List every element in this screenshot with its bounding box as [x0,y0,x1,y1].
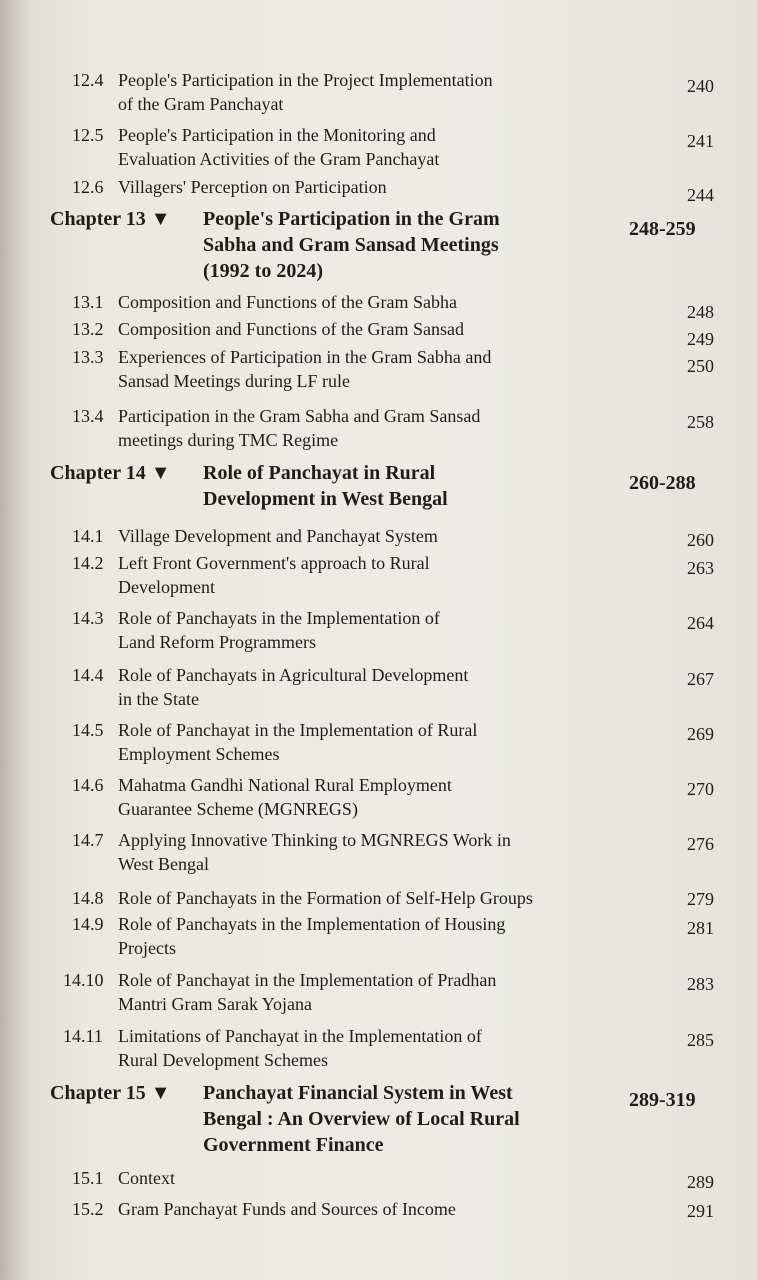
section-number: 13.4 [72,406,104,426]
section-title-line: Gram Panchayat Funds and Sources of Income [118,1199,456,1219]
page-number: 285 [687,1030,714,1050]
section-number: 14.9 [72,914,104,934]
section-title-line: of the Gram Panchayat [118,94,284,114]
chapter-title-line: Development in West Bengal [203,488,448,510]
chapter-label: Chapter 13 ▼ [50,208,171,230]
section-title-line: Villagers' Perception on Participation [118,177,387,197]
page-gutter-shadow [0,0,30,1280]
section-number: 12.4 [72,70,104,90]
section-title-line: People's Participation in the Project Implementation [118,70,493,90]
section-title-line: Composition and Functions of the Gram Sabha [118,292,457,312]
page-number: 283 [687,974,714,994]
section-title-line: Sansad Meetings during LF rule [118,371,350,391]
section-title-line: Experiences of Participation in the Gram Sabha and [118,347,492,367]
section-title-line: Applying Innovative Thinking to MGNREGS Work in [118,830,511,850]
page-number: 249 [687,329,714,349]
page-number: 269 [687,724,714,744]
section-title-line: People's Participation in the Monitoring and [118,125,436,145]
page-number: 267 [687,669,714,689]
section-title-line: Land Reform Programmers [118,632,316,652]
chapter-label: Chapter 15 ▼ [50,1082,171,1104]
section-number: 13.3 [72,347,104,367]
page-number: 279 [687,889,714,909]
section-title-line: Mantri Gram Sarak Yojana [118,994,312,1014]
section-title-line: Village Development and Panchayat System [118,526,438,546]
page-number: 291 [687,1201,714,1221]
section-number: 14.7 [72,830,104,850]
section-title-line: Role of Panchayats in the Implementation of Housing [118,914,506,934]
section-title-line: Role of Panchayat in the Implementation of Rural [118,720,478,740]
section-title-line: Context [118,1168,175,1188]
section-title-line: Composition and Functions of the Gram Sansad [118,319,464,339]
page-number: 264 [687,613,714,633]
chapter-page-range: 248-259 [629,218,696,240]
page-number: 244 [687,185,714,205]
chapter-title-line: Role of Panchayat in Rural [203,462,436,484]
chapter-title-line: Government Finance [203,1134,384,1156]
chapter-page-range: 260-288 [629,472,696,494]
section-title-line: West Bengal [118,854,210,874]
section-title-line: Mahatma Gandhi National Rural Employment [118,775,452,795]
section-number: 12.6 [72,177,104,197]
page-number: 270 [687,779,714,799]
chapter-title-line: People's Participation in the Gram [203,208,500,230]
section-number: 15.1 [72,1168,104,1188]
section-number: 14.6 [72,775,104,795]
section-title-line: meetings during TMC Regime [118,430,339,450]
page-number: 250 [687,356,714,376]
page-number: 289 [687,1172,714,1192]
section-number: 13.1 [72,292,104,312]
chapter-page-range: 289-319 [629,1089,696,1111]
section-title-line: Role of Panchayat in the Implementation of Pradhan [118,970,497,990]
section-number: 15.2 [72,1199,104,1219]
section-title-line: Evaluation Activities of the Gram Panchayat [118,149,440,169]
section-title-line: Role of Panchayats in the Formation of Self-Help Groups [118,888,533,908]
section-number: 12.5 [72,125,104,145]
chapter-title-line: Bengal : An Overview of Local Rural [203,1108,520,1130]
section-number: 14.10 [63,970,104,990]
chapter-title-line: (1992 to 2024) [203,260,323,282]
section-title-line: Development [118,577,215,597]
chapter-title-line: Panchayat Financial System in West [203,1082,513,1104]
section-number: 14.8 [72,888,104,908]
section-title-line: Left Front Government's approach to Rural [118,553,430,573]
section-number: 14.1 [72,526,104,546]
page-number: 240 [687,76,714,96]
section-title-line: Employment Schemes [118,744,280,764]
page-number: 281 [687,918,714,938]
section-number: 14.4 [72,665,104,685]
section-number: 14.3 [72,608,104,628]
page-number: 263 [687,558,714,578]
page-number: 276 [687,834,714,854]
page-number: 258 [687,412,714,432]
section-title-line: in the State [118,689,199,709]
chapter-title-line: Sabha and Gram Sansad Meetings [203,234,499,256]
section-title-line: Role of Panchayats in Agricultural Development [118,665,469,685]
page-number: 241 [687,131,714,151]
section-title-line: Guarantee Scheme (MGNREGS) [118,799,358,819]
section-title-line: Projects [118,938,176,958]
section-title-line: Limitations of Panchayat in the Implementation of [118,1026,482,1046]
page-number: 248 [687,302,714,322]
section-number: 14.11 [63,1026,103,1046]
page-number: 260 [687,530,714,550]
section-title-line: Rural Development Schemes [118,1050,328,1070]
section-title-line: Role of Panchayats in the Implementation of [118,608,440,628]
section-number: 14.5 [72,720,104,740]
section-number: 13.2 [72,319,104,339]
chapter-label: Chapter 14 ▼ [50,462,171,484]
section-title-line: Participation in the Gram Sabha and Gram Sansad [118,406,481,426]
section-number: 14.2 [72,553,104,573]
